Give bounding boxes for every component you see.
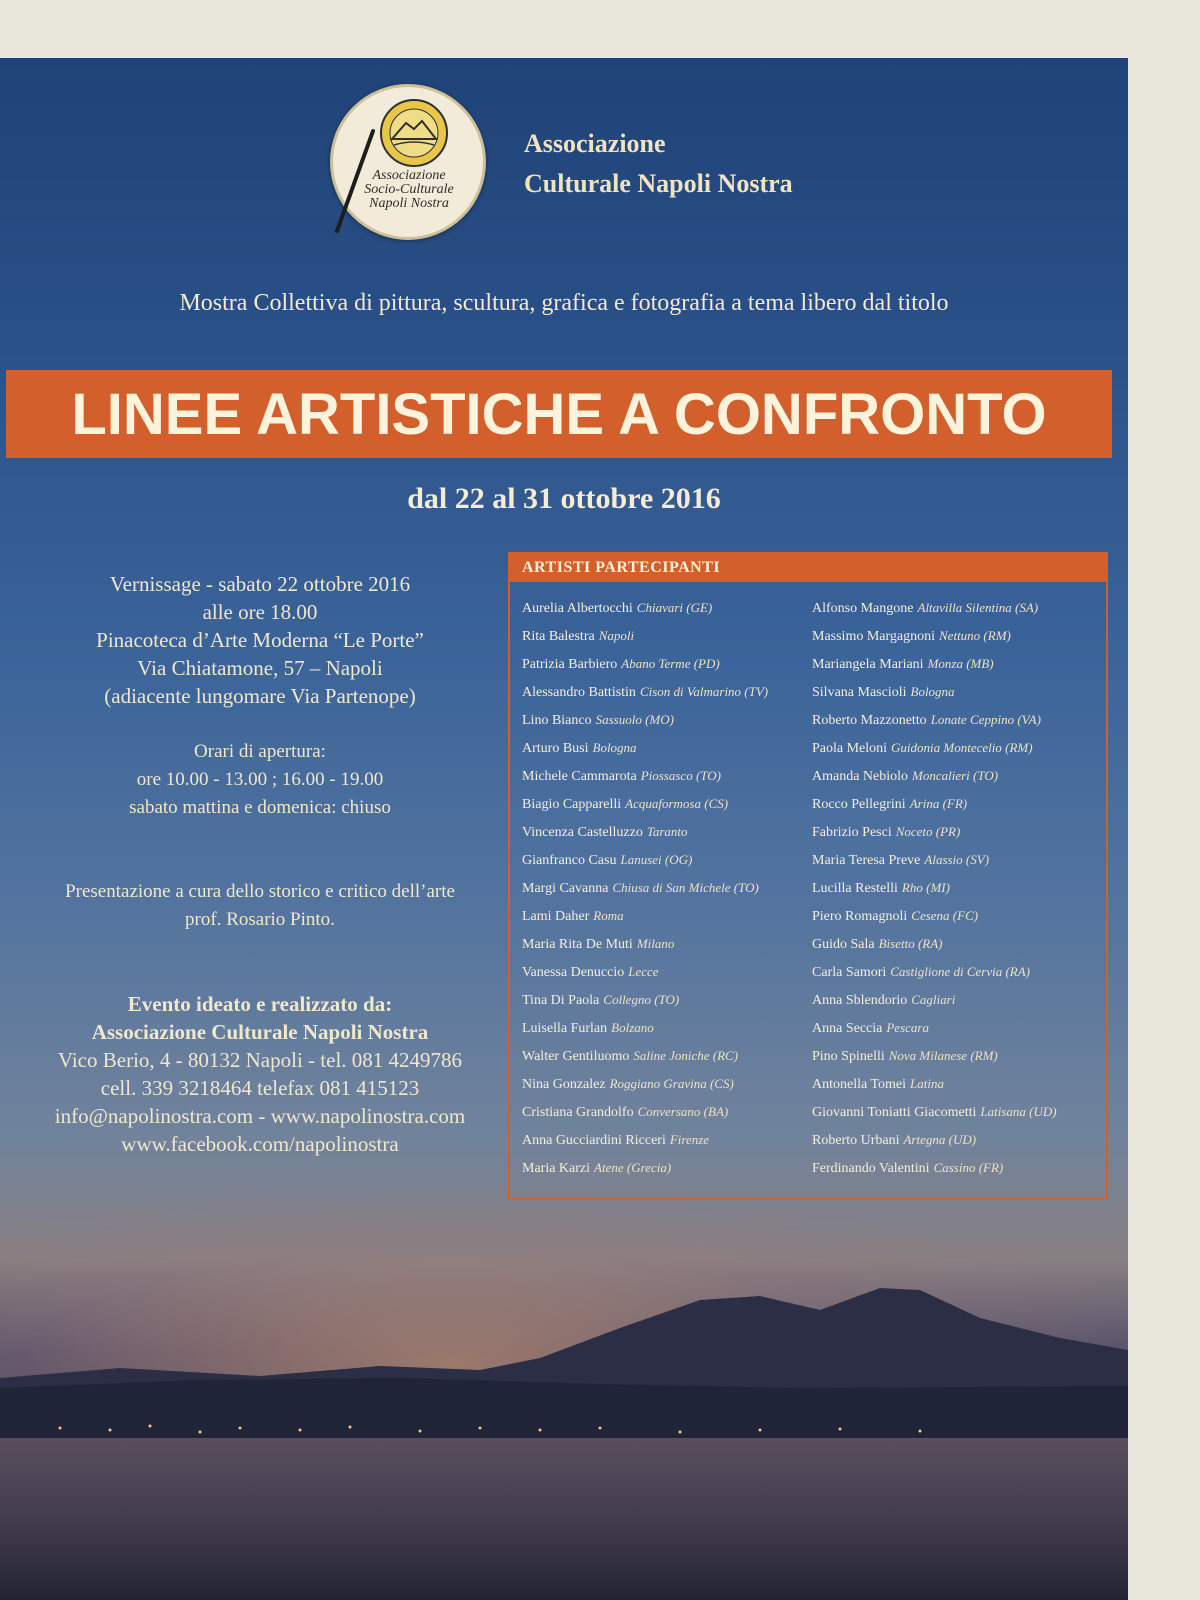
artist-row — [812, 650, 1102, 678]
artist-city: Nettuno (RM) — [939, 628, 1011, 643]
artist-city: Atene (Grecia) — [594, 1160, 672, 1175]
closed-days: sabato mattina e domenica: chiuso — [129, 797, 391, 818]
artist-city: Bologna — [910, 684, 955, 699]
artist-row — [522, 678, 812, 706]
artist-name: Lino Bianco — [522, 713, 592, 728]
opening-hours: ore 10.00 - 13.00 ; 16.00 - 19.00 — [136, 769, 384, 790]
artist-name: Lucilla Restelli — [812, 881, 898, 896]
artist-name: Vanessa Denuccio — [522, 965, 625, 980]
artist-row — [522, 762, 812, 790]
presentation-line-1: Presentazione a cura dello storico e critico dell’arte — [65, 881, 455, 902]
artists-columns — [522, 594, 1102, 1182]
artist-name: Guido Sala — [812, 937, 875, 952]
artist-city: Cagliari — [911, 992, 956, 1007]
artist-city: Acquaformosa (CS) — [625, 796, 729, 811]
vernissage-time: alle ore 18.00 — [202, 600, 318, 624]
artist-name: Anna Seccia — [812, 1021, 883, 1036]
artist-city: Rho (MI) — [901, 880, 950, 895]
artist-city: Piossasco (TO) — [640, 768, 721, 783]
artist-city: Collegno (TO) — [603, 992, 680, 1007]
artist-name: Biagio Capparelli — [522, 797, 622, 812]
artist-name: Anna Sblendorio — [812, 993, 908, 1008]
artist-name: Amanda Nebiolo — [812, 769, 909, 784]
artist-city: Nova Milanese (RM) — [888, 1048, 998, 1063]
exhibition-title: LINEE ARTISTICHE A CONFRONTO — [71, 381, 1047, 447]
artist-name: Walter Gentiluomo — [522, 1049, 630, 1064]
artist-name: Piero Romagnoli — [812, 909, 908, 924]
artist-name: Anna Gucciardini Ricceri — [522, 1133, 666, 1148]
artist-city: Arina (FR) — [909, 796, 968, 811]
artist-city: Lanusei (OG) — [620, 852, 693, 867]
artist-city: Chiusa di San Michele (TO) — [612, 880, 759, 895]
artist-name: Arturo Busi — [522, 741, 589, 756]
title-banner — [6, 370, 1112, 458]
artist-row — [522, 1014, 812, 1042]
artist-row — [522, 818, 812, 846]
organizer-title: Evento ideato e realizzato da: — [127, 992, 393, 1016]
artist-city: Monza (MB) — [927, 656, 994, 671]
artist-row — [812, 930, 1102, 958]
artist-row — [812, 734, 1102, 762]
artist-row — [522, 734, 812, 762]
artist-name: Alessandro Battistin — [522, 685, 636, 700]
artist-row — [812, 706, 1102, 734]
artist-city: Cesena (FC) — [911, 908, 979, 923]
association-name — [524, 124, 793, 204]
contact-phone: cell. 339 3218464 telefax 081 415123 — [100, 1076, 420, 1100]
artist-row — [812, 594, 1102, 622]
vernissage-line: Vernissage - sabato 22 ottobre 2016 — [109, 572, 411, 596]
artist-row — [812, 818, 1102, 846]
artist-row — [522, 706, 812, 734]
artists-column-right — [812, 594, 1102, 1182]
artist-city: Altavilla Silentina (SA) — [917, 600, 1039, 615]
association-line-2: Culturale Napoli Nostra — [524, 169, 793, 198]
artist-row — [522, 622, 812, 650]
artist-row — [812, 678, 1102, 706]
artist-city: Cassino (FR) — [933, 1160, 1004, 1175]
contact-facebook: www.facebook.com/napolinostra — [121, 1132, 399, 1156]
artist-name: Rita Balestra — [522, 629, 595, 644]
artist-name: Paola Meloni — [812, 741, 888, 756]
venue-address: Via Chiatamone, 57 – Napoli — [137, 656, 383, 680]
artist-name: Patrizia Barbiero — [522, 657, 618, 672]
artists-panel — [508, 552, 1108, 1200]
artist-row — [812, 986, 1102, 1014]
artist-name: Massimo Margagnoni — [812, 629, 936, 644]
artist-city: Bisetto (RA) — [878, 936, 943, 951]
artist-row — [812, 1070, 1102, 1098]
artist-row — [522, 594, 812, 622]
artist-row — [812, 1126, 1102, 1154]
artist-row — [522, 1126, 812, 1154]
artist-city: Noceto (PR) — [895, 824, 961, 839]
artist-row — [522, 1154, 812, 1182]
artist-name: Ferdinando Valentini — [812, 1161, 930, 1176]
artist-city: Guidonia Montecelio (RM) — [891, 740, 1033, 755]
artist-row — [522, 1098, 812, 1126]
artist-city: Castiglione di Cervia (RA) — [890, 964, 1030, 979]
logo-line-3: Napoli Nostra — [369, 196, 449, 211]
artist-city: Chiavari (GE) — [636, 600, 713, 615]
artist-row — [812, 622, 1102, 650]
artist-name: Antonella Tomei — [812, 1077, 907, 1092]
artist-city: Milano — [636, 936, 675, 951]
association-logo — [330, 84, 486, 240]
artist-city: Taranto — [646, 824, 688, 839]
artist-row — [812, 874, 1102, 902]
contact-address: Vico Berio, 4 - 80132 Napoli - tel. 081 4249786 — [57, 1048, 463, 1072]
artist-name: Roberto Urbani — [812, 1133, 900, 1148]
artist-name: Rocco Pellegrini — [812, 797, 906, 812]
artist-city: Roma — [593, 908, 624, 923]
artist-row — [812, 846, 1102, 874]
artist-row — [522, 846, 812, 874]
artist-city: Napoli — [598, 628, 635, 643]
artist-row — [812, 762, 1102, 790]
artist-row — [812, 902, 1102, 930]
artist-city: Lonate Ceppino (VA) — [930, 712, 1041, 727]
artist-row — [522, 1070, 812, 1098]
artist-name: Nina Gonzalez — [522, 1077, 606, 1092]
exhibition-subtitle: Mostra Collettiva di pittura, scultura, grafica e fotografia a tema libero dal titolo — [179, 290, 949, 316]
artist-row — [812, 1098, 1102, 1126]
artist-row — [812, 1154, 1102, 1182]
artist-row — [522, 790, 812, 818]
artist-name: Giovanni Toniatti Giacometti — [812, 1105, 977, 1120]
artist-city: Moncalieri (TO) — [912, 768, 999, 783]
artist-city: Firenze — [669, 1132, 710, 1147]
artist-name: Lami Daher — [522, 909, 590, 924]
artists-column-left — [522, 594, 812, 1182]
artist-city: Cison di Valmarino (TV) — [639, 684, 769, 699]
logo-line-2: Socio-Culturale — [364, 182, 454, 197]
artist-name: Alfonso Mangone — [812, 601, 914, 616]
artist-row — [522, 986, 812, 1014]
artist-name: Tina Di Paola — [522, 993, 600, 1008]
artist-name: Silvana Mascioli — [812, 685, 907, 700]
artist-row — [812, 790, 1102, 818]
artist-name: Pino Spinelli — [812, 1049, 885, 1064]
artist-city: Pescara — [886, 1020, 929, 1035]
artist-name: Gianfranco Casu — [522, 853, 617, 868]
artist-row — [812, 1042, 1102, 1070]
artist-name: Mariangela Mariani — [812, 657, 924, 672]
artist-row — [522, 874, 812, 902]
artist-city: Bolzano — [611, 1020, 654, 1035]
artist-city: Artegna (UD) — [903, 1132, 977, 1147]
venue-name: Pinacoteca d’Arte Moderna “Le Porte” — [96, 628, 424, 652]
artist-city: Latina — [910, 1076, 944, 1091]
artist-row — [812, 1014, 1102, 1042]
artist-name: Aurelia Albertocchi — [522, 601, 633, 616]
organizer-name: Associazione Culturale Napoli Nostra — [91, 1020, 429, 1044]
contact-web: info@napolinostra.com - www.napolinostra.com — [54, 1104, 466, 1128]
artist-city: Sassuolo (MO) — [595, 712, 674, 727]
artist-city: Latisana (UD) — [980, 1104, 1057, 1119]
artist-name: Maria Rita De Muti — [522, 937, 633, 952]
artist-name: Vincenza Castelluzzo — [522, 825, 643, 840]
presentation-line-2: prof. Rosario Pinto. — [185, 909, 335, 930]
logo-wordmark — [341, 169, 477, 211]
artist-name: Roberto Mazzonetto — [812, 713, 927, 728]
artist-row — [522, 958, 812, 986]
artist-city: Bologna — [592, 740, 637, 755]
logo-line-1: Associazione — [372, 168, 446, 183]
hours-title: Orari di apertura: — [194, 741, 326, 762]
artist-row — [812, 958, 1102, 986]
artist-row — [522, 902, 812, 930]
artist-city: Alassio (SV) — [924, 852, 990, 867]
artist-name: Carla Samori — [812, 965, 887, 980]
artist-name: Fabrizio Pesci — [812, 825, 892, 840]
poster — [0, 58, 1128, 1600]
artists-header: ARTISTI PARTECIPANTI — [510, 554, 1106, 582]
artist-city: Saline Joniche (RC) — [633, 1048, 739, 1063]
artist-city: Conversano (BA) — [637, 1104, 729, 1119]
artist-row — [522, 930, 812, 958]
artist-name: Luisella Furlan — [522, 1021, 608, 1036]
artist-row — [522, 1042, 812, 1070]
artist-city: Roggiano Gravina (CS) — [609, 1076, 734, 1091]
event-info — [20, 570, 500, 1158]
venue-note: (adiacente lungomare Via Partenope) — [104, 684, 416, 708]
exhibition-dates: dal 22 al 31 ottobre 2016 — [407, 482, 721, 515]
artist-name: Maria Teresa Preve — [812, 853, 921, 868]
association-line-1: Associazione — [524, 129, 666, 158]
artist-name: Cristiana Grandolfo — [522, 1105, 634, 1120]
artist-city: Abano Terme (PD) — [621, 656, 720, 671]
artist-name: Maria Karzi — [522, 1161, 591, 1176]
artist-name: Michele Cammarota — [522, 769, 637, 784]
artist-name: Margi Cavanna — [522, 881, 609, 896]
artist-row — [522, 650, 812, 678]
artist-city: Lecce — [628, 964, 659, 979]
vesuvius-bay-landscape — [0, 1258, 1128, 1600]
